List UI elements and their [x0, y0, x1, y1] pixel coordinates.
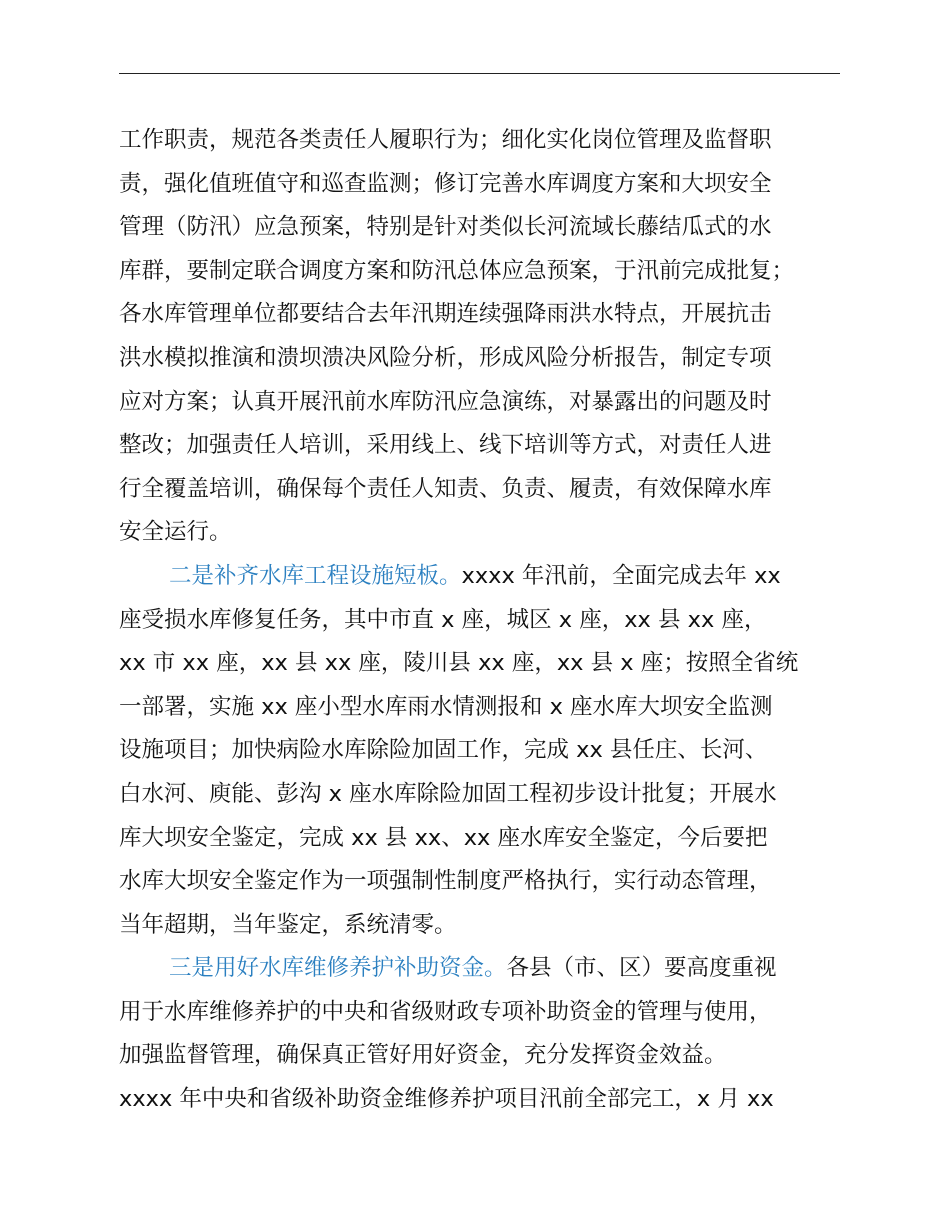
text-run: xxxx 年汛前，全面完成去年 xx [461, 562, 781, 589]
text-line: 管理（防汛）应急预案，特别是针对类似长河流域长藤结瓜式的水 [119, 214, 772, 241]
text-line: 洪水模拟推演和溃坝溃决风险分析，形成风险分析报告，制定专项 [119, 344, 772, 371]
text-line: xxxx 年中央和省级补助资金维修养护项目汛前全部完工，x 月 xx [119, 1086, 774, 1113]
text-line: 库大坝安全鉴定，完成 xx 县 xx、xx 座水库安全鉴定，今后要把 [119, 824, 768, 851]
section-heading: 二是补齐水库工程设施短板。 [169, 562, 462, 589]
text-line: 设施项目；加快病险水库除险加固工作，完成 xx 县任庄、长河、 [119, 737, 768, 764]
text-line: 库群，要制定联合调度方案和防汛总体应急预案，于汛前完成批复； [119, 257, 795, 284]
text-line: 整改；加强责任人培训，采用线上、线下培训等方式，对责任人进 [119, 432, 772, 459]
text-line: 一部署，实施 xx 座小型水库雨水情测报和 x 座水库大坝安全监测 [119, 693, 773, 720]
text-line: 用于水库维修养护的中央和省级财政专项补助资金的管理与使用， [119, 998, 772, 1025]
section-heading: 三是用好水库维修养护补助资金。 [169, 955, 507, 982]
text-line: 水库大坝安全鉴定作为一项强制性制度严格执行，实行动态管理， [119, 868, 772, 895]
text-line: 座受损水库修复任务，其中市直 x 座，城区 x 座，xx 县 xx 座， [119, 606, 767, 633]
text-run: 各县（市、区）要高度重视 [506, 955, 777, 982]
text-line: xx 市 xx 座，xx 县 xx 座，陵川县 xx 座，xx 县 x 座；按照全省统 [119, 650, 799, 677]
paragraph-responsibilities [119, 119, 844, 555]
header-rule [119, 73, 840, 74]
text-line: 加强监督管理，确保真正管好用好资金，充分发挥资金效益。 [119, 1042, 727, 1069]
text-line: 安全运行。 [119, 519, 232, 546]
document-body [119, 119, 844, 1122]
text-line-first [119, 555, 844, 599]
text-line: 各水库管理单位都要结合去年汛期连续强降雨洪水特点，开展抗击 [119, 301, 772, 328]
text-line: 当年超期，当年鉴定，系统清零。 [119, 911, 457, 938]
text-line: 工作职责，规范各类责任人履职行为；细化实化岗位管理及监督职 [119, 127, 772, 153]
text-line: 行全覆盖培训，确保每个责任人知责、负责、履责，有效保障水库 [119, 475, 772, 502]
text-line: 白水河、庾能、彭沟 x 座水库除险加固工程初步设计批复；开展水 [119, 780, 777, 807]
text-line: 应对方案；认真开展汛前水库防汛应急演练，对暴露出的问题及时 [119, 388, 772, 415]
paragraph-maintenance-funds [119, 947, 844, 1121]
text-line-first [119, 947, 844, 991]
paragraph-facility-shortfalls [119, 555, 844, 947]
text-line: 责，强化值班值守和巡查监测；修订完善水库调度方案和大坝安全 [119, 170, 772, 197]
